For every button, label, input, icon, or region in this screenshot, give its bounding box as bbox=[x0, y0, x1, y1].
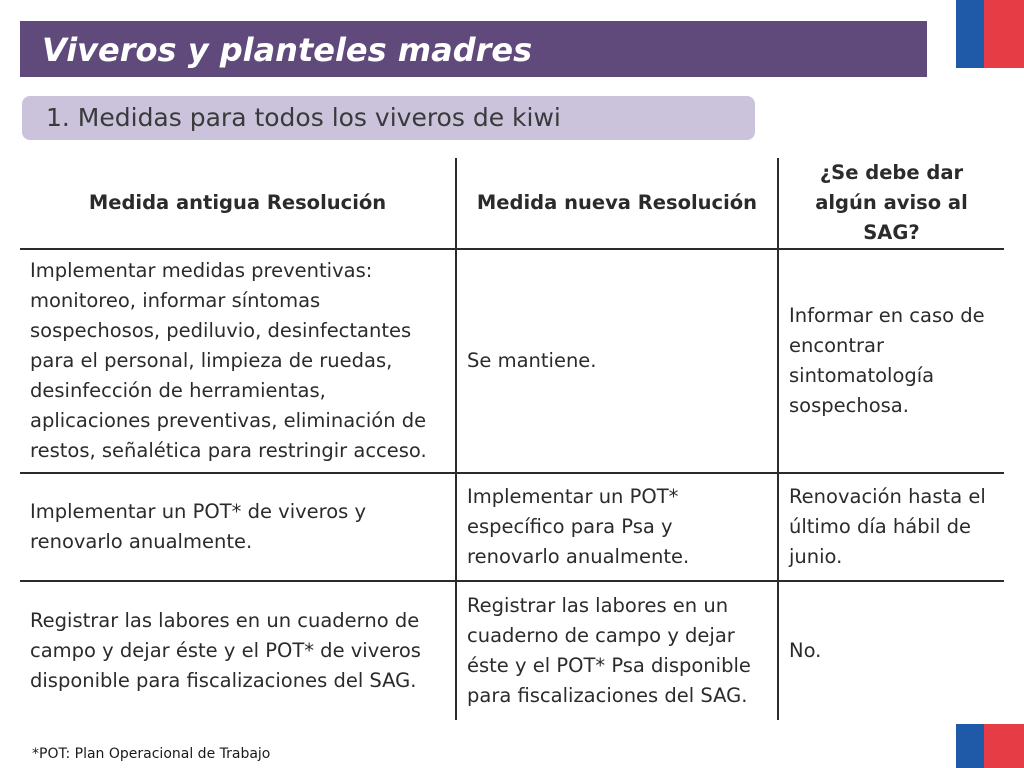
footnote: *POT: Plan Operacional de Trabajo bbox=[32, 746, 271, 762]
flag-red-band bbox=[984, 0, 1024, 68]
new-measure-cell: Implementar un POT* específico para Psa y renovarlo anualmente. bbox=[456, 473, 778, 581]
sag-notice-cell: Renovación hasta el último día hábil de junio. bbox=[778, 473, 1004, 581]
old-measure-cell: Registrar las labores en un cuaderno de campo y dejar éste y el POT* de viveros disponible para fiscalizaciones del SAG. bbox=[20, 581, 456, 720]
title-bar bbox=[20, 21, 927, 77]
table-row bbox=[20, 249, 1004, 473]
flag-stripe-bottom bbox=[956, 724, 1024, 768]
table-row bbox=[20, 473, 1004, 581]
table-row bbox=[20, 581, 1004, 720]
flag-blue-band bbox=[956, 724, 984, 768]
column-header-old-measure: Medida antigua Resolución bbox=[20, 158, 456, 249]
column-header-new-measure: Medida nueva Resolución bbox=[456, 158, 778, 249]
old-measure-cell: Implementar un POT* de viveros y renovarlo anualmente. bbox=[20, 473, 456, 581]
column-header-sag-notice: ¿Se debe dar algún aviso al SAG? bbox=[778, 158, 1004, 249]
old-measure-cell: Implementar medidas preventivas: monitoreo, informar síntomas sospechosos, pediluvio, desinfectantes para el personal, limpieza de ruedas, desinfección de herramientas, aplicaciones preventivas, eliminación de restos, señalética para restringir acceso. bbox=[20, 249, 456, 473]
new-measure-cell: Registrar las labores en un cuaderno de campo y dejar éste y el POT* Psa disponible para fiscalizaciones del SAG. bbox=[456, 581, 778, 720]
new-measure-cell: Se mantiene. bbox=[456, 249, 778, 473]
page-title: Viveros y planteles madres bbox=[42, 31, 533, 69]
subtitle-bar bbox=[22, 96, 755, 140]
flag-red-band bbox=[984, 724, 1024, 768]
flag-stripe-top bbox=[956, 0, 1024, 68]
section-subtitle: 1. Medidas para todos los viveros de kiwi bbox=[46, 103, 561, 132]
measures-table bbox=[20, 158, 1004, 720]
table-header-row bbox=[20, 158, 1004, 249]
sag-notice-cell: No. bbox=[789, 639, 822, 662]
sag-notice-cell: Informar en caso de encontrar sintomatología sospechosa. bbox=[778, 249, 1004, 473]
flag-blue-band bbox=[956, 0, 984, 68]
